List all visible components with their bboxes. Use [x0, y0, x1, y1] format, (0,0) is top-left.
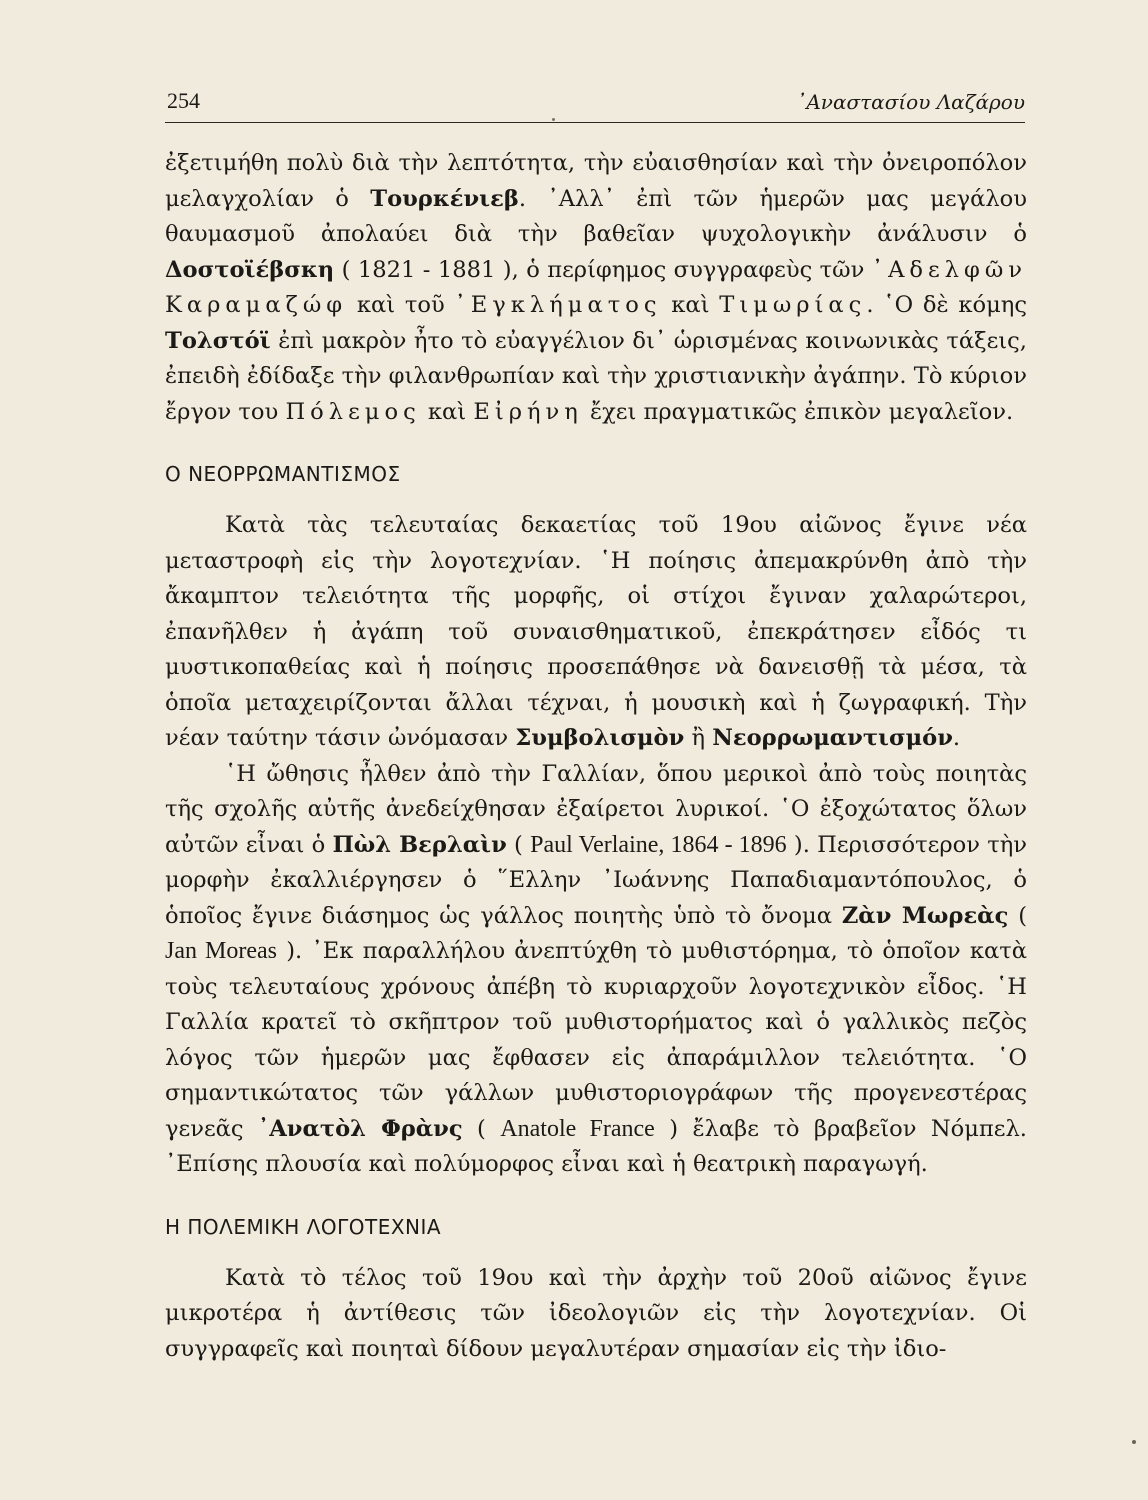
bold-name: Τολστόϊ [165, 327, 271, 354]
text-run: . ᾿Αλλ᾿ ἐπὶ τῶν ἡμερῶν μας μεγάλου θαυμασμοῦ ἀπολαύει διὰ τὴν βαθεῖαν ψυχολογικὴν ἀνάλυσιν ὁ [165, 185, 1027, 247]
page-number: 254 [167, 88, 200, 113]
bold-name: Δοστοϊέβσκη [165, 256, 335, 283]
bold-name: Τουρκένιεβ [370, 185, 519, 212]
bold-term: Συμβολισμὸν [515, 725, 685, 751]
text-run: ). ᾿Εκ παραλλήλου ἀνεπτύχθη τὸ μυθιστόρημα, τὸ ὁποῖον κατὰ τοὺς τελευταίους χρόνους ἀπέβη τὸ κυριαρχοῦν λογοτεχνικὸν εἶδος. ῾Η Γαλλία κρατεῖ τὸ σκῆπτρον τοῦ μυθιστορήματος καὶ ὁ γαλλικὸς πεζὸς λόγος τῶν ἡμερῶν μας ἔφθασεν εἰς ἀπαράμιλλον τελειότητα. ῾Ο σημαντικώτατος τῶν γάλλων μυθιστοριογράφων τῆς προγενεστέρας γενεᾶς [165, 938, 1027, 1142]
text-run: ἔχει πραγματικῶς ἐπικὸν μεγαλεῖον. [582, 398, 1014, 425]
spaced-title: Εἰρήνη [473, 398, 583, 425]
text-run: ( 1821 - 1881 ), ὁ περίφημος συγγραφεὺς τῶν [334, 256, 872, 283]
latin-name: Paul Verlaine, 1864 - 1896 [530, 831, 787, 858]
page-header [165, 88, 1025, 123]
header-dot [552, 118, 555, 121]
text-run: καὶ [420, 398, 474, 425]
spaced-title: Τιμωρίας [719, 292, 867, 318]
paragraph [165, 146, 1027, 430]
paragraph [165, 508, 1027, 757]
margin-dot [1132, 1440, 1136, 1444]
spaced-title: ᾿Αδελφῶν Καραμαζώφ [165, 256, 1027, 318]
section-heading: Η ΠΟΛΕΜΙΚΗ ΛΟΓΟΤΕΧΝΙΑ [165, 1214, 442, 1239]
section-heading: Ο ΝΕΟΡΡΩΜΑΝΤΙΣΜΟΣ [165, 462, 401, 486]
text-run: καὶ [661, 292, 720, 318]
text-run: ). Περισσότερον τὴν μορφὴν ἐκαλλιέργησεν ὁ ῞Ελλην ᾿Ιωάννης Παπαδιαμαντόπουλος, ὁ ὁποῖος ἔγινε διάσημος ὡς γάλλος ποιητὴς ὑπὸ τὸ ὄνομα [165, 831, 1028, 929]
text-run: ) ἔλαβε τὸ βραβεῖον Νόμπελ. ᾿Επίσης πλουσία καὶ πολύμορφος εἶναι καὶ ἡ θεατρικὴ παραγωγή. [165, 1115, 1027, 1177]
text-run: ( [506, 831, 531, 858]
paragraph [165, 1261, 1027, 1368]
spaced-title: Πόλεμος [285, 398, 421, 425]
text-run: ἐξετιμήθη πολὺ διὰ τὴν λεπτότητα, τὴν εὐαισθησίαν καὶ τὴν ὀνειροπόλον μελαγχολίαν ὁ [165, 150, 1027, 212]
text-run: Κατὰ τὸ τέλος τοῦ 19ου καὶ τὴν ἀρχὴν τοῦ 20οῦ αἰῶνος ἔγινε μικροτέρα ἡ ἀντίθεσις τῶν ἰδεολογιῶν εἰς τὴν λογοτεχνίαν. Οἱ συγγραφεῖς καὶ ποιηταὶ δίδουν μεγαλυτέραν σημασίαν εἰς τὴν ἰδιο- [165, 1264, 1027, 1362]
text-run: ( [1008, 902, 1028, 929]
text-run: καὶ τοῦ [347, 292, 455, 318]
paragraph [165, 757, 1027, 1183]
text-run: ἐπὶ μακρὸν ἦτο τὸ εὐαγγέλιον δι᾿ ὡρισμένας κοινωνικὰς τάξεις, ἐπειδὴ ἐδίδαξε τὴν φιλανθρωπίαν καὶ τὴν χριστιανικὴν ἀγάπην. Τὸ κύριον ἔργον του [165, 327, 1027, 425]
spaced-title: ᾿Εγκλήματος [454, 292, 662, 318]
text-run: ῾Η ὤθησις ἦλθεν ἀπὸ τὴν Γαλλίαν, ὅπου μερικοὶ ἀπὸ τοὺς ποιητὰς τῆς σχολῆς αὐτῆς ἀνεδείχθησαν ἐξαίρετοι λυρικοί. ῾Ο ἐξοχώτατος ὅλων αὐτῶν εἶναι ὁ [165, 760, 1027, 858]
text-run: ἢ [684, 725, 713, 751]
running-head: ᾿Αναστασίου Λαζάρου [796, 90, 1025, 114]
bold-name: ᾿Ανατὸλ Φρὰνς [257, 1115, 463, 1142]
text-run: Κατὰ τὰς τελευταίας δεκαετίας τοῦ 19ου αἰῶνος ἔγινε νέα μεταστροφὴ εἰς τὴν λογοτεχνίαν. ῾Η ποίησις ἀπεμακρύνθη ἀπὸ τὴν ἄκαμπτον τελειότητα τῆς μορφῆς, οἱ στίχοι ἔγιναν χαλαρώτεροι, ἐπανῆλθεν ἡ ἀγάπη τοῦ συναισθηματικοῦ, ἐπεκράτησεν εἶδός τι μυστικοπαθείας καὶ ἡ ποίησις προσεπάθησε νὰ δανεισθῇ τὰ μέσα, τὰ ὁποῖα μεταχειρίζονται ἄλλαι τέχναι, ἡ μουσικὴ καὶ ἡ ζωγραφική. Τὴν νέαν ταύτην τάσιν ὠνόμασαν [165, 512, 1027, 751]
text-run: . [952, 725, 961, 751]
text-run: . ῾Ο δὲ κόμης [866, 292, 1027, 318]
latin-name: Jan Moreas [165, 938, 278, 964]
bold-term: Νεορρωμαντισμόν [712, 725, 953, 751]
text-run: ( [462, 1115, 501, 1142]
bold-name: Ζὰν Μωρεὰς [841, 902, 1009, 929]
body-text [165, 146, 1027, 1367]
latin-name: Anatole France [500, 1115, 655, 1142]
bold-name: Πὼλ Βερλαὶν [332, 831, 507, 858]
